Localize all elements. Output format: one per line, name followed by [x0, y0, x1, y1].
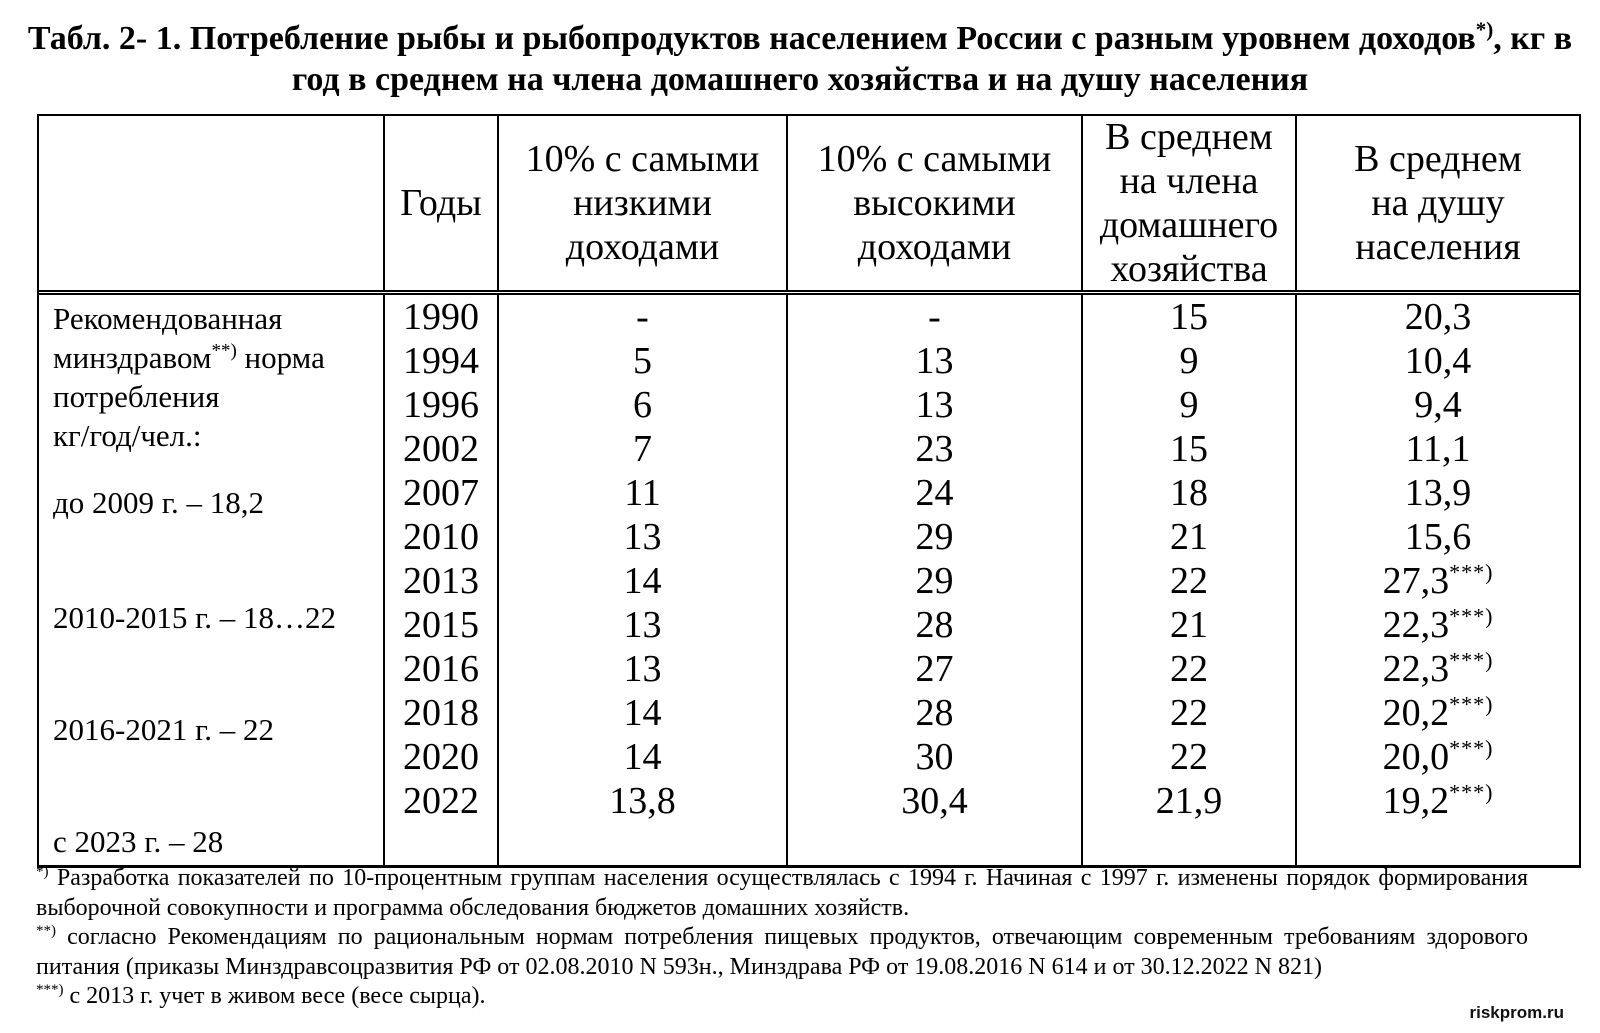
value-cell: 13 — [915, 384, 954, 426]
value: 15,6 — [1404, 516, 1472, 558]
value-cell — [1297, 427, 1579, 471]
value-cell: 14 — [623, 560, 662, 602]
year-cell: 1990 — [403, 296, 479, 338]
value-cell — [1297, 779, 1579, 823]
value-cell: 22 — [1170, 692, 1208, 734]
year-cell: 2007 — [403, 472, 479, 514]
year-cell: 2018 — [403, 692, 479, 734]
value-cell: 9 — [1179, 340, 1199, 382]
value-cell — [1297, 339, 1579, 383]
value-cell: 29 — [915, 560, 954, 602]
value-cell: 23 — [915, 428, 954, 470]
header-label-line: В среднем — [1105, 116, 1273, 158]
value-cell: - — [636, 296, 649, 338]
footnote-ref-3: ***) — [1449, 603, 1494, 629]
footnote-ref-1: *) — [1475, 17, 1494, 42]
value-cell: 13 — [623, 604, 662, 646]
high-income-column — [788, 295, 1083, 865]
value: 20,0 — [1382, 736, 1450, 778]
value: 11,1 — [1405, 428, 1471, 470]
table-body — [39, 295, 1579, 865]
header-cell-high-income — [788, 116, 1083, 290]
footnote-ref-3: ***) — [1449, 735, 1494, 761]
footnote-ref-3: ***) — [1449, 559, 1494, 585]
value-cell: 18 — [1170, 472, 1208, 514]
value-cell: 5 — [633, 340, 652, 382]
norm-label-block — [53, 299, 325, 455]
footnote-marker: ***) — [36, 982, 64, 998]
footnote-ref-2: **) — [211, 340, 237, 362]
value-cell: 13 — [623, 516, 662, 558]
table-title — [0, 18, 1600, 100]
header-label-line: на члена — [1119, 160, 1259, 202]
year-cell: 2013 — [403, 560, 479, 602]
value-cell: 30,4 — [901, 780, 968, 822]
value-cell: 7 — [633, 428, 652, 470]
footnote-1 — [36, 864, 1528, 923]
header-label-line: населения — [1355, 226, 1521, 268]
value-cell — [1297, 735, 1579, 779]
value-cell: 21,9 — [1155, 780, 1223, 822]
watermark: riskprom.ru — [1469, 1003, 1564, 1022]
norm-label-line: Рекомендованная — [53, 301, 283, 336]
footnote-marker: **) — [36, 923, 56, 939]
footnote-text: согласно Рекомендациям по рациональным нормам потребления пищевых продуктов, отвечающим современным требованиям здорового питания (приказы Минздравсоцразвития РФ от 02.08.2010 N 593н., Минздрава РФ от 19.08.2016 N 614 и от 30.12.2022 N 821) — [36, 924, 1529, 980]
value-cell: 28 — [915, 692, 954, 734]
value-cell: 9 — [1179, 384, 1199, 426]
header-cell-years — [385, 116, 499, 290]
value-cell: 30 — [915, 736, 954, 778]
value: 22,3 — [1382, 604, 1450, 646]
value: 22,3 — [1382, 648, 1450, 690]
header-label-line: доходами — [565, 226, 720, 268]
value-cell — [1297, 295, 1579, 339]
value-cell — [1297, 471, 1579, 515]
header-label-line: на душу — [1371, 182, 1505, 224]
year-cell: 2010 — [403, 516, 479, 558]
years-column — [385, 295, 499, 865]
header-label-line: хозяйства — [1110, 248, 1268, 290]
value-cell: 15 — [1170, 296, 1208, 338]
footnote-ref-3: ***) — [1449, 647, 1494, 673]
value: 10,4 — [1404, 340, 1472, 382]
footnote-text: Разработка показателей по 10-процентным группам населения осуществлялась с 1994 г. Начиная с 1997 г. изменены порядок формирования выборочной совокупности и программа обследования бюджетов домашних хозяйств. — [36, 865, 1529, 921]
year-cell: 2022 — [403, 780, 479, 822]
title-line-1 — [0, 18, 1600, 59]
year-cell: 2015 — [403, 604, 479, 646]
household-member-column — [1083, 295, 1297, 865]
value-cell — [1297, 515, 1579, 559]
value-cell: 14 — [623, 692, 662, 734]
header-label-line: высокими — [853, 182, 1016, 224]
header-label-line: низкими — [573, 182, 712, 224]
year-cell: 1996 — [403, 384, 479, 426]
value-cell: 6 — [633, 384, 652, 426]
value-cell: 21 — [1170, 516, 1208, 558]
value: 27,3 — [1382, 560, 1450, 602]
year-cell: 1994 — [403, 340, 479, 382]
value: 20,3 — [1404, 296, 1472, 338]
value-cell: 22 — [1170, 560, 1208, 602]
consumption-table — [37, 114, 1581, 868]
value-cell — [1297, 691, 1579, 735]
header-label-line: 10% с самыми — [525, 138, 760, 180]
row-label-cell — [39, 295, 385, 865]
title-text: год в среднем на члена домашнего хозяйства и на душу населения — [291, 61, 1309, 98]
value-cell: 27 — [915, 648, 954, 690]
norm-from-2023: с 2023 г. – 28 — [53, 824, 224, 859]
value-cell: 24 — [915, 472, 954, 514]
value: 19,2 — [1382, 780, 1450, 822]
footnotes — [36, 864, 1528, 1012]
header-label: Годы — [400, 182, 482, 224]
value: 20,2 — [1382, 692, 1450, 734]
title-text-tail: , кг в — [1493, 20, 1573, 57]
footnote-marker: *) — [36, 864, 49, 880]
value-cell: 22 — [1170, 736, 1208, 778]
footnote-ref-3: ***) — [1449, 691, 1494, 717]
year-cell: 2016 — [403, 648, 479, 690]
value-cell: 13,8 — [609, 780, 676, 822]
header-cell-per-capita — [1297, 116, 1579, 290]
value-cell — [1297, 647, 1579, 691]
value-cell: 13 — [915, 340, 954, 382]
header-label-line: домашнего — [1099, 204, 1279, 246]
value-cell — [1297, 603, 1579, 647]
value: 9,4 — [1414, 384, 1462, 426]
header-cell-household-member — [1083, 116, 1297, 290]
low-income-column — [499, 295, 788, 865]
value-cell: 13 — [623, 648, 662, 690]
value-cell: 14 — [623, 736, 662, 778]
header-cell-empty — [39, 116, 385, 290]
norm-label-part: норма — [236, 340, 325, 375]
footnote-text: с 2013 г. учет в живом весе (весе сырца). — [69, 983, 486, 1009]
footnote-ref-3: ***) — [1449, 779, 1494, 805]
value-cell: 22 — [1170, 648, 1208, 690]
norm-until-2009: до 2009 г. – 18,2 — [53, 485, 264, 520]
value-cell: 15 — [1170, 428, 1208, 470]
value-cell: - — [928, 296, 941, 338]
value-cell — [1297, 383, 1579, 427]
header-label-line: доходами — [857, 226, 1012, 268]
norm-label-line — [53, 338, 325, 377]
header-label-line: В среднем — [1354, 138, 1522, 180]
footnote-3 — [36, 982, 1528, 1012]
year-cell: 2002 — [403, 428, 479, 470]
header-label-line: 10% с самыми — [817, 138, 1052, 180]
header-cell-low-income — [499, 116, 788, 290]
value: 13,9 — [1404, 472, 1472, 514]
value-cell: 11 — [624, 472, 661, 514]
value-cell: 21 — [1170, 604, 1208, 646]
value-cell: 28 — [915, 604, 954, 646]
title-line-2 — [0, 59, 1600, 100]
norm-label-line: потребления — [53, 379, 220, 414]
norm-2010-2015: 2010-2015 г. – 18…22 — [53, 600, 337, 635]
table-header-row — [39, 116, 1579, 292]
norm-label-part: минздравом — [53, 340, 212, 375]
footnote-2 — [36, 923, 1528, 982]
value-cell: 29 — [915, 516, 954, 558]
norm-2016-2021: 2016-2021 г. – 22 — [53, 712, 275, 747]
norm-label-line: кг/год/чел.: — [53, 418, 202, 453]
year-cell: 2020 — [403, 736, 479, 778]
value-cell — [1297, 559, 1579, 603]
per-capita-column — [1297, 295, 1579, 865]
title-text: Табл. 2- 1. Потребление рыбы и рыбопродуктов населением России с разным уровнем доходов — [27, 20, 1476, 57]
